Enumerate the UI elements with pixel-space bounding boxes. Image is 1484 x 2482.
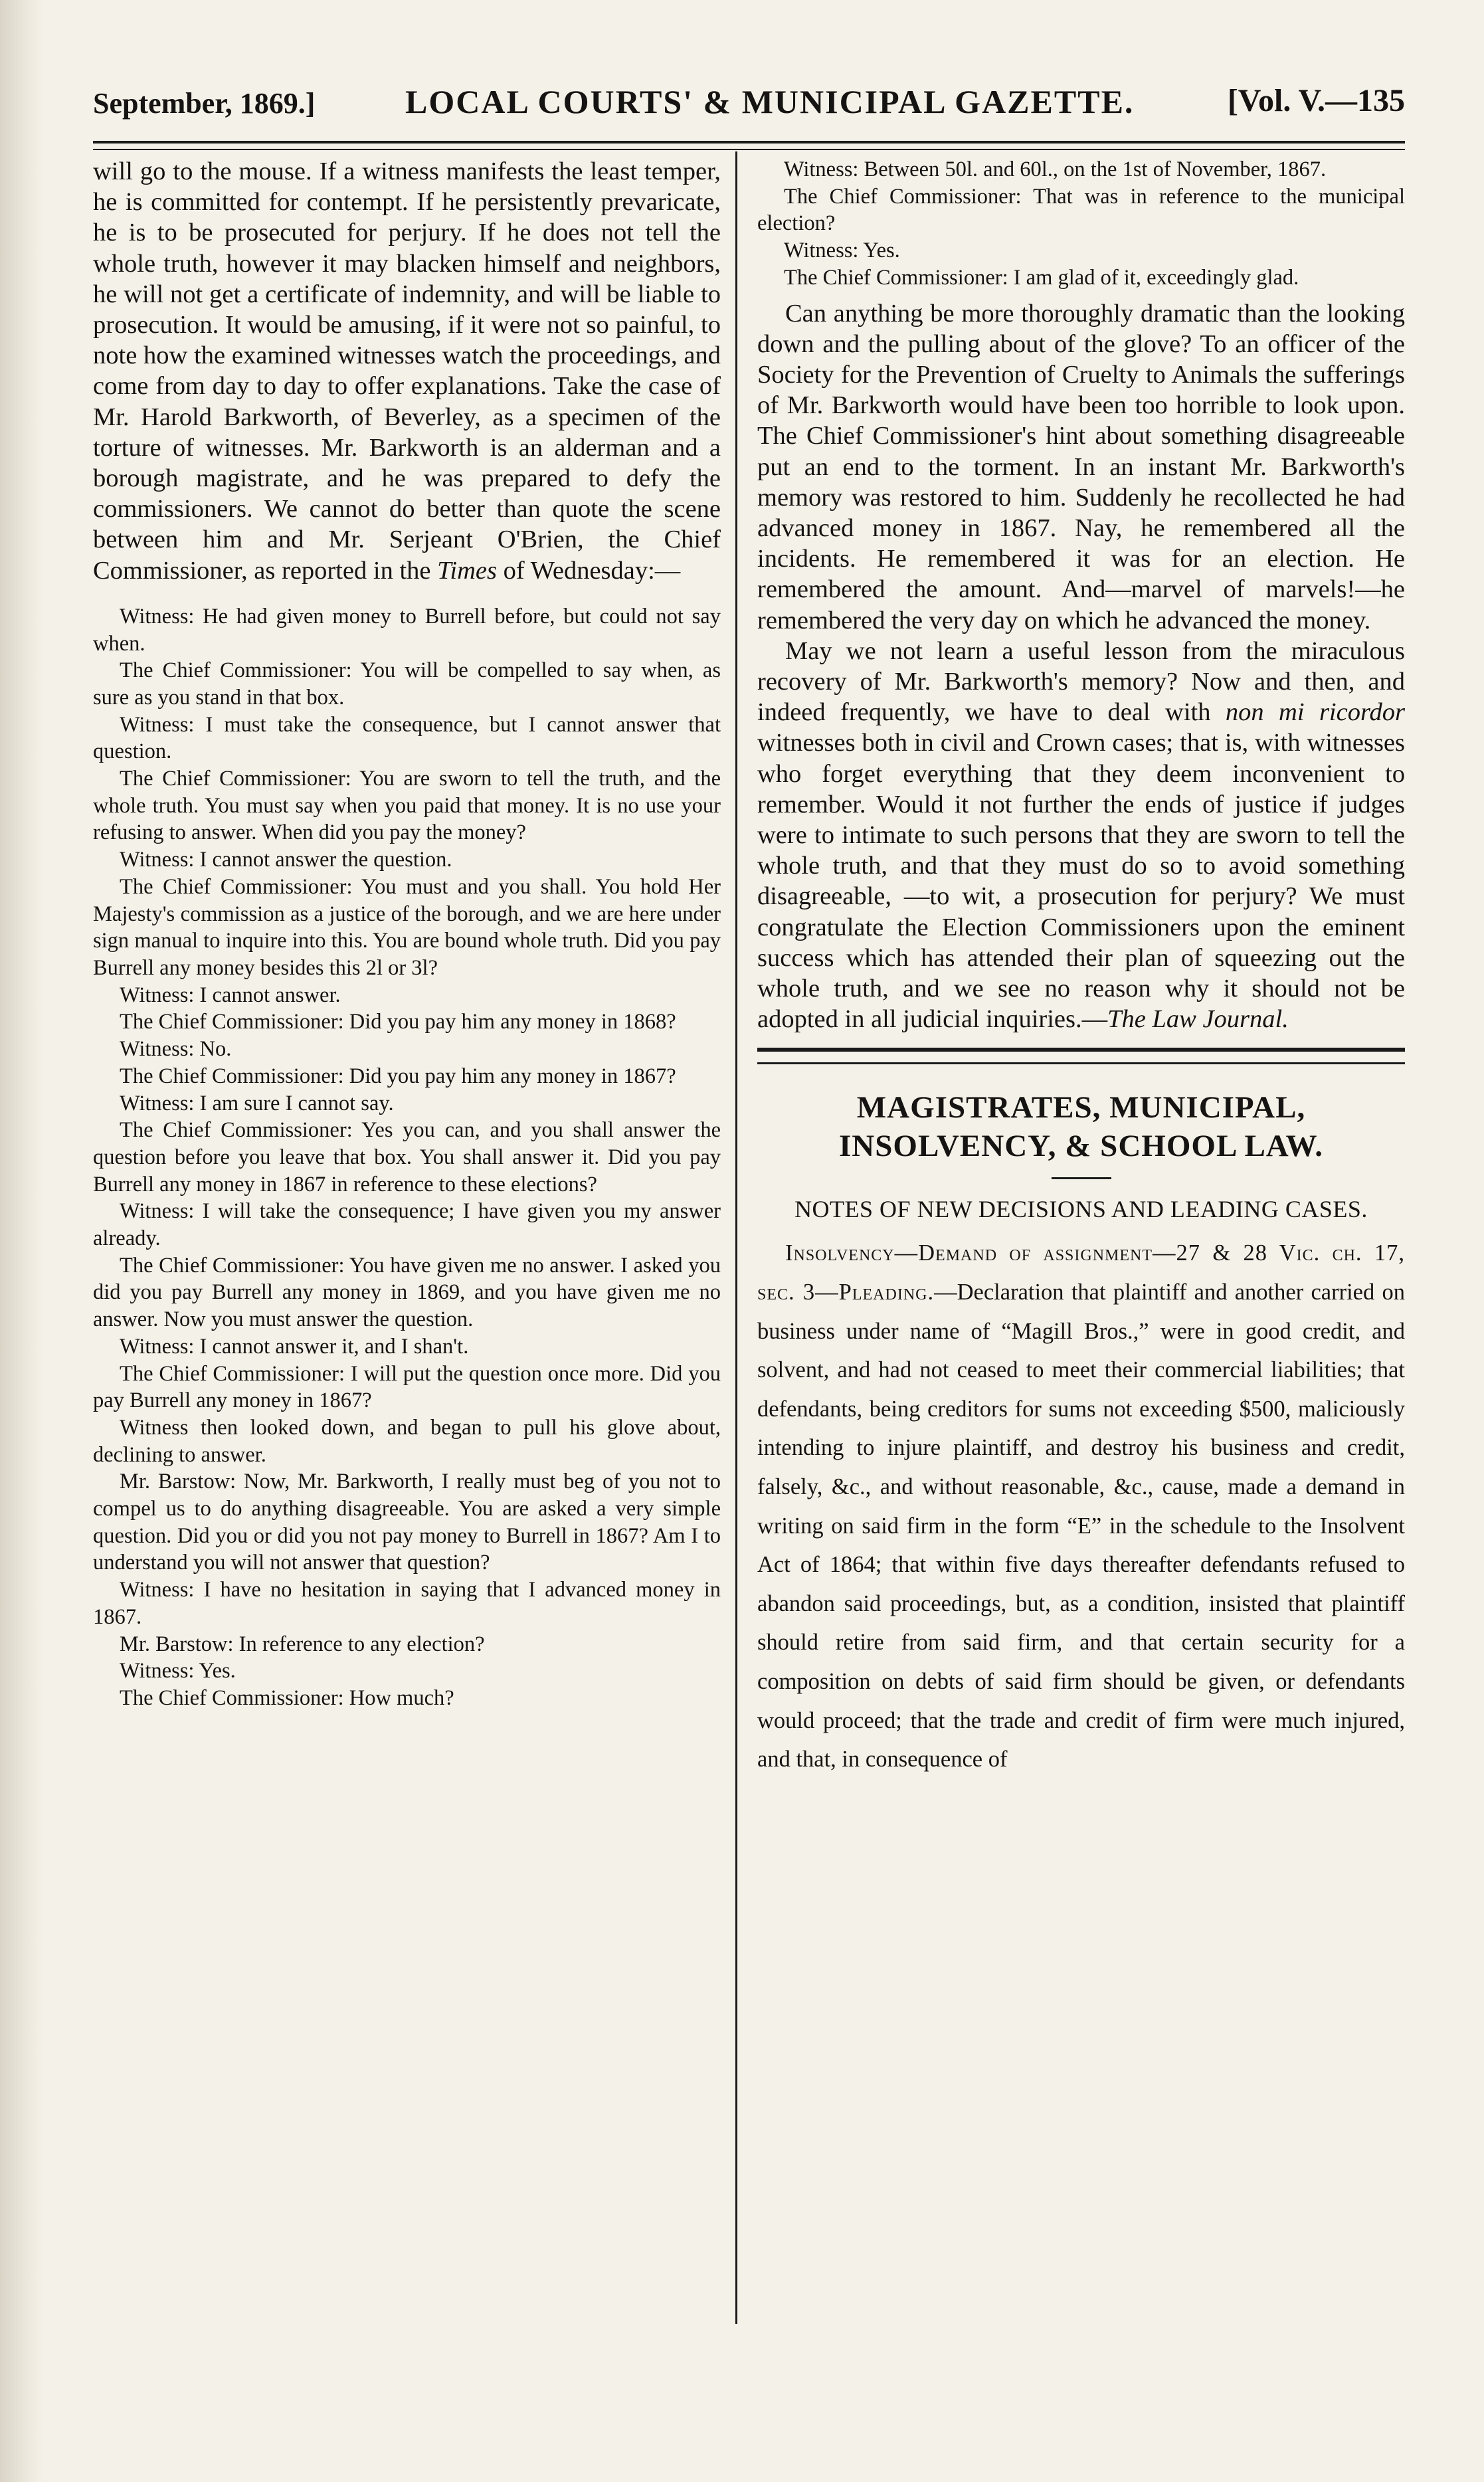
sub-heading: NOTES OF NEW DECISIONS AND LEADING CASES. xyxy=(794,1196,1368,1223)
header-rule xyxy=(93,141,1405,150)
dialogue-line: The Chief Commissioner: That was in reference to the municipal election? xyxy=(757,184,1405,236)
case-text: —Declaration that plaintiff and another carried on business under name of “Magill Bros.,” were in good credit, and solvent, and had not ceased to meet their commercial liabilities; that defendants, being creditors for sums not exceeding $500, maliciously intending to injure plaintiff, and destroy his business and credit, falsely, &c., and without reasonable, &c., cause, made a demand in writing on said firm in the form “E” in the schedule to the Insolvent Act of 1864; that within five days thereafter defendants refused to abandon said proceedings, but, as a condition, insisted that plaintiff should retire from said firm, and that certain security for a composition on debts of said firm should be given, or defendants would proceed; that the trade and credit of firm were much injured, and that, in consequence of xyxy=(757,1279,1406,1772)
column-divider xyxy=(735,151,737,2324)
header-volume: [Vol. V.—135 xyxy=(1227,83,1405,118)
article-text: witnesses both in civil and Crown cases; that is, with witnesses who forget everything that they deem inconvenient to remember. Would it not further the ends of justice if judges were to intimate to such persons that they are sworn to tell the whole truth, and that they must do so to avoid something disagreeable, —to wit, a prosecution for perjury? We must congratulate the Election Commissioners upon the eminent success which has attended their plan of squeezing out the whole truth, and we see no reason why it should not be adopted in all judicial inquiries.— xyxy=(757,729,1405,1034)
case-paragraph xyxy=(757,1234,1405,1778)
dialogue-line: Witness: I have no hesitation in saying that I advanced money in 1867. xyxy=(93,1578,721,1629)
dialogue-line: The Chief Commissioner: You have given me no answer. I asked you did you pay Burrell any money in 1869, and you have given me no answer. Now you must answer the question. xyxy=(93,1253,721,1332)
dialogue-line: The Chief Commissioner: I will put the question once more. Did you pay Burrell any money in 1867? xyxy=(93,1361,721,1413)
right-column xyxy=(757,156,1405,1779)
dialogue-line: Witness then looked down, and began to pull his glove about, declining to answer. xyxy=(93,1415,721,1467)
article-paragraph xyxy=(93,156,721,586)
running-header xyxy=(93,73,1405,133)
dialogue-line: Witness: I am sure I cannot say. xyxy=(120,1091,394,1115)
article-text: of Wednesday:— xyxy=(496,556,681,585)
dialogue-line: Witness: I must take the consequence, but I cannot answer that question. xyxy=(93,712,721,764)
section-heading: MAGISTRATES, MUNICIPAL, INSOLVENCY, & SCHOOL LAW. xyxy=(839,1090,1323,1164)
page-edge-shadow xyxy=(0,0,43,2482)
newspaper-title: Times xyxy=(437,556,497,585)
article-paragraph: Can anything be more thoroughly dramatic than the looking down and the pulling about of the glove? To an officer of the Society for the Prevention of Cruelty to Animals the sufferings of Mr. Barkworth would have been too horrible to look upon. The Chief Commissioner's hint about something disagreeable put an end to the torment. In an instant Mr. Barkworth's memory was restored to him. Suddenly he recollected he had advanced money in 1867. Nay, he remembered all the incidents. He remembered it was for an election. He remembered the amount. And—marvel of marvels!—he remembered the very day on which he advanced the money. xyxy=(757,299,1405,634)
article-text: May we not learn a useful lesson from the miraculous recovery of Mr. Barkworth's memory? Now and then, and indeed frequently, we have to deal with xyxy=(757,636,1405,727)
dialogue-line: The Chief Commissioner: I am glad of it, exceedingly glad. xyxy=(784,265,1299,290)
dialogue-line: Witness: I will take the consequence; I have given you my answer already. xyxy=(93,1199,721,1251)
dialogue-line: Mr. Barstow: Now, Mr. Barkworth, I really must beg of you not to compel us to do anything disagreeable. You are asked a very simple question. Did you or did you not pay money to Burrell in 1867? Am I to understand you will not answer that question? xyxy=(93,1470,721,1575)
dialogue-line: The Chief Commissioner: You are sworn to tell the truth, and the whole truth. You must say when you paid that money. It is no use your refusing to answer. When did you pay the money? xyxy=(93,767,721,845)
header-date: September, 1869.] xyxy=(93,87,316,120)
left-column xyxy=(93,156,721,1712)
dialogue-line: Witness: Yes. xyxy=(784,239,900,263)
case-caption: Insolvency—Demand of assignment—27 & 28 Vic. ch. 17, sec. 3—Pleading. xyxy=(757,1240,1405,1305)
dialogue-line: Witness: He had given money to Burrell before, but could not say when. xyxy=(93,604,721,656)
dialogue-line: Witness: I cannot answer. xyxy=(120,983,341,1007)
dialogue-line: Mr. Barstow: In reference to any election? xyxy=(120,1632,485,1656)
article-paragraph xyxy=(757,636,1405,1035)
dialogue-line: Witness: No. xyxy=(120,1037,232,1062)
dialogue-line: The Chief Commissioner: Yes you can, and you shall answer the question before you leave that box. You shall answer it. Did you pay Burrell any money in 1867 in reference to these elections? xyxy=(93,1118,721,1196)
dialogue-line: The Chief Commissioner: Did you pay him any money in 1867? xyxy=(120,1064,676,1088)
article-text: will go to the mouse. If a witness manifests the least temper, he is committed for contempt. If he persistently prevaricate, he is to be prosecuted for perjury. If he does not tell the whole truth, however it may blacken himself and neighbors, he will not get a certificate of indemnity, and will be liable to prosecution. It would be amusing, if it were not so painful, to note how the examined witnesses watch the proceedings, and come from day to day to offer explanations. Take the case of Mr. Harold Barkworth, of Beverley, as a specimen of the torture of witnesses. Mr. Barkworth is an alderman and a borough magistrate, and he was prepared to defy the commissioners. We cannot do better than quote the scene between him and Mr. Serjeant O'Brien, the Chief Commissioner, as reported in the xyxy=(93,157,721,585)
source-citation: The Law Journal. xyxy=(1107,1005,1289,1034)
dialogue-line: The Chief Commissioner: You will be compelled to say when, as sure as you stand in that box. xyxy=(93,658,721,710)
section-rule xyxy=(757,1048,1405,1064)
header-title: LOCAL COURTS' & MUNICIPAL GAZETTE. xyxy=(405,83,1135,120)
dialogue-line: The Chief Commissioner: You must and you shall. You hold Her Majesty's commission as a justice of the borough, and we are here under sign manual to inquire into this. You are bound whole truth. Did you pay Burrell any money besides this 2l or 3l? xyxy=(93,874,721,980)
short-rule xyxy=(1052,1177,1111,1179)
dialogue-line: Witness: I cannot answer it, and I shan't. xyxy=(120,1334,469,1359)
dialogue-line: The Chief Commissioner: Did you pay him any money in 1868? xyxy=(120,1010,676,1034)
dialogue-line: Witness: Yes. xyxy=(120,1659,236,1683)
dialogue-line: Witness: I cannot answer the question. xyxy=(120,848,452,872)
dialogue-line: Witness: Between 50l. and 60l., on the 1st of November, 1867. xyxy=(784,157,1327,181)
italic-phrase: non mi ricordor xyxy=(1225,698,1406,727)
dialogue-line: The Chief Commissioner: How much? xyxy=(120,1685,454,1710)
